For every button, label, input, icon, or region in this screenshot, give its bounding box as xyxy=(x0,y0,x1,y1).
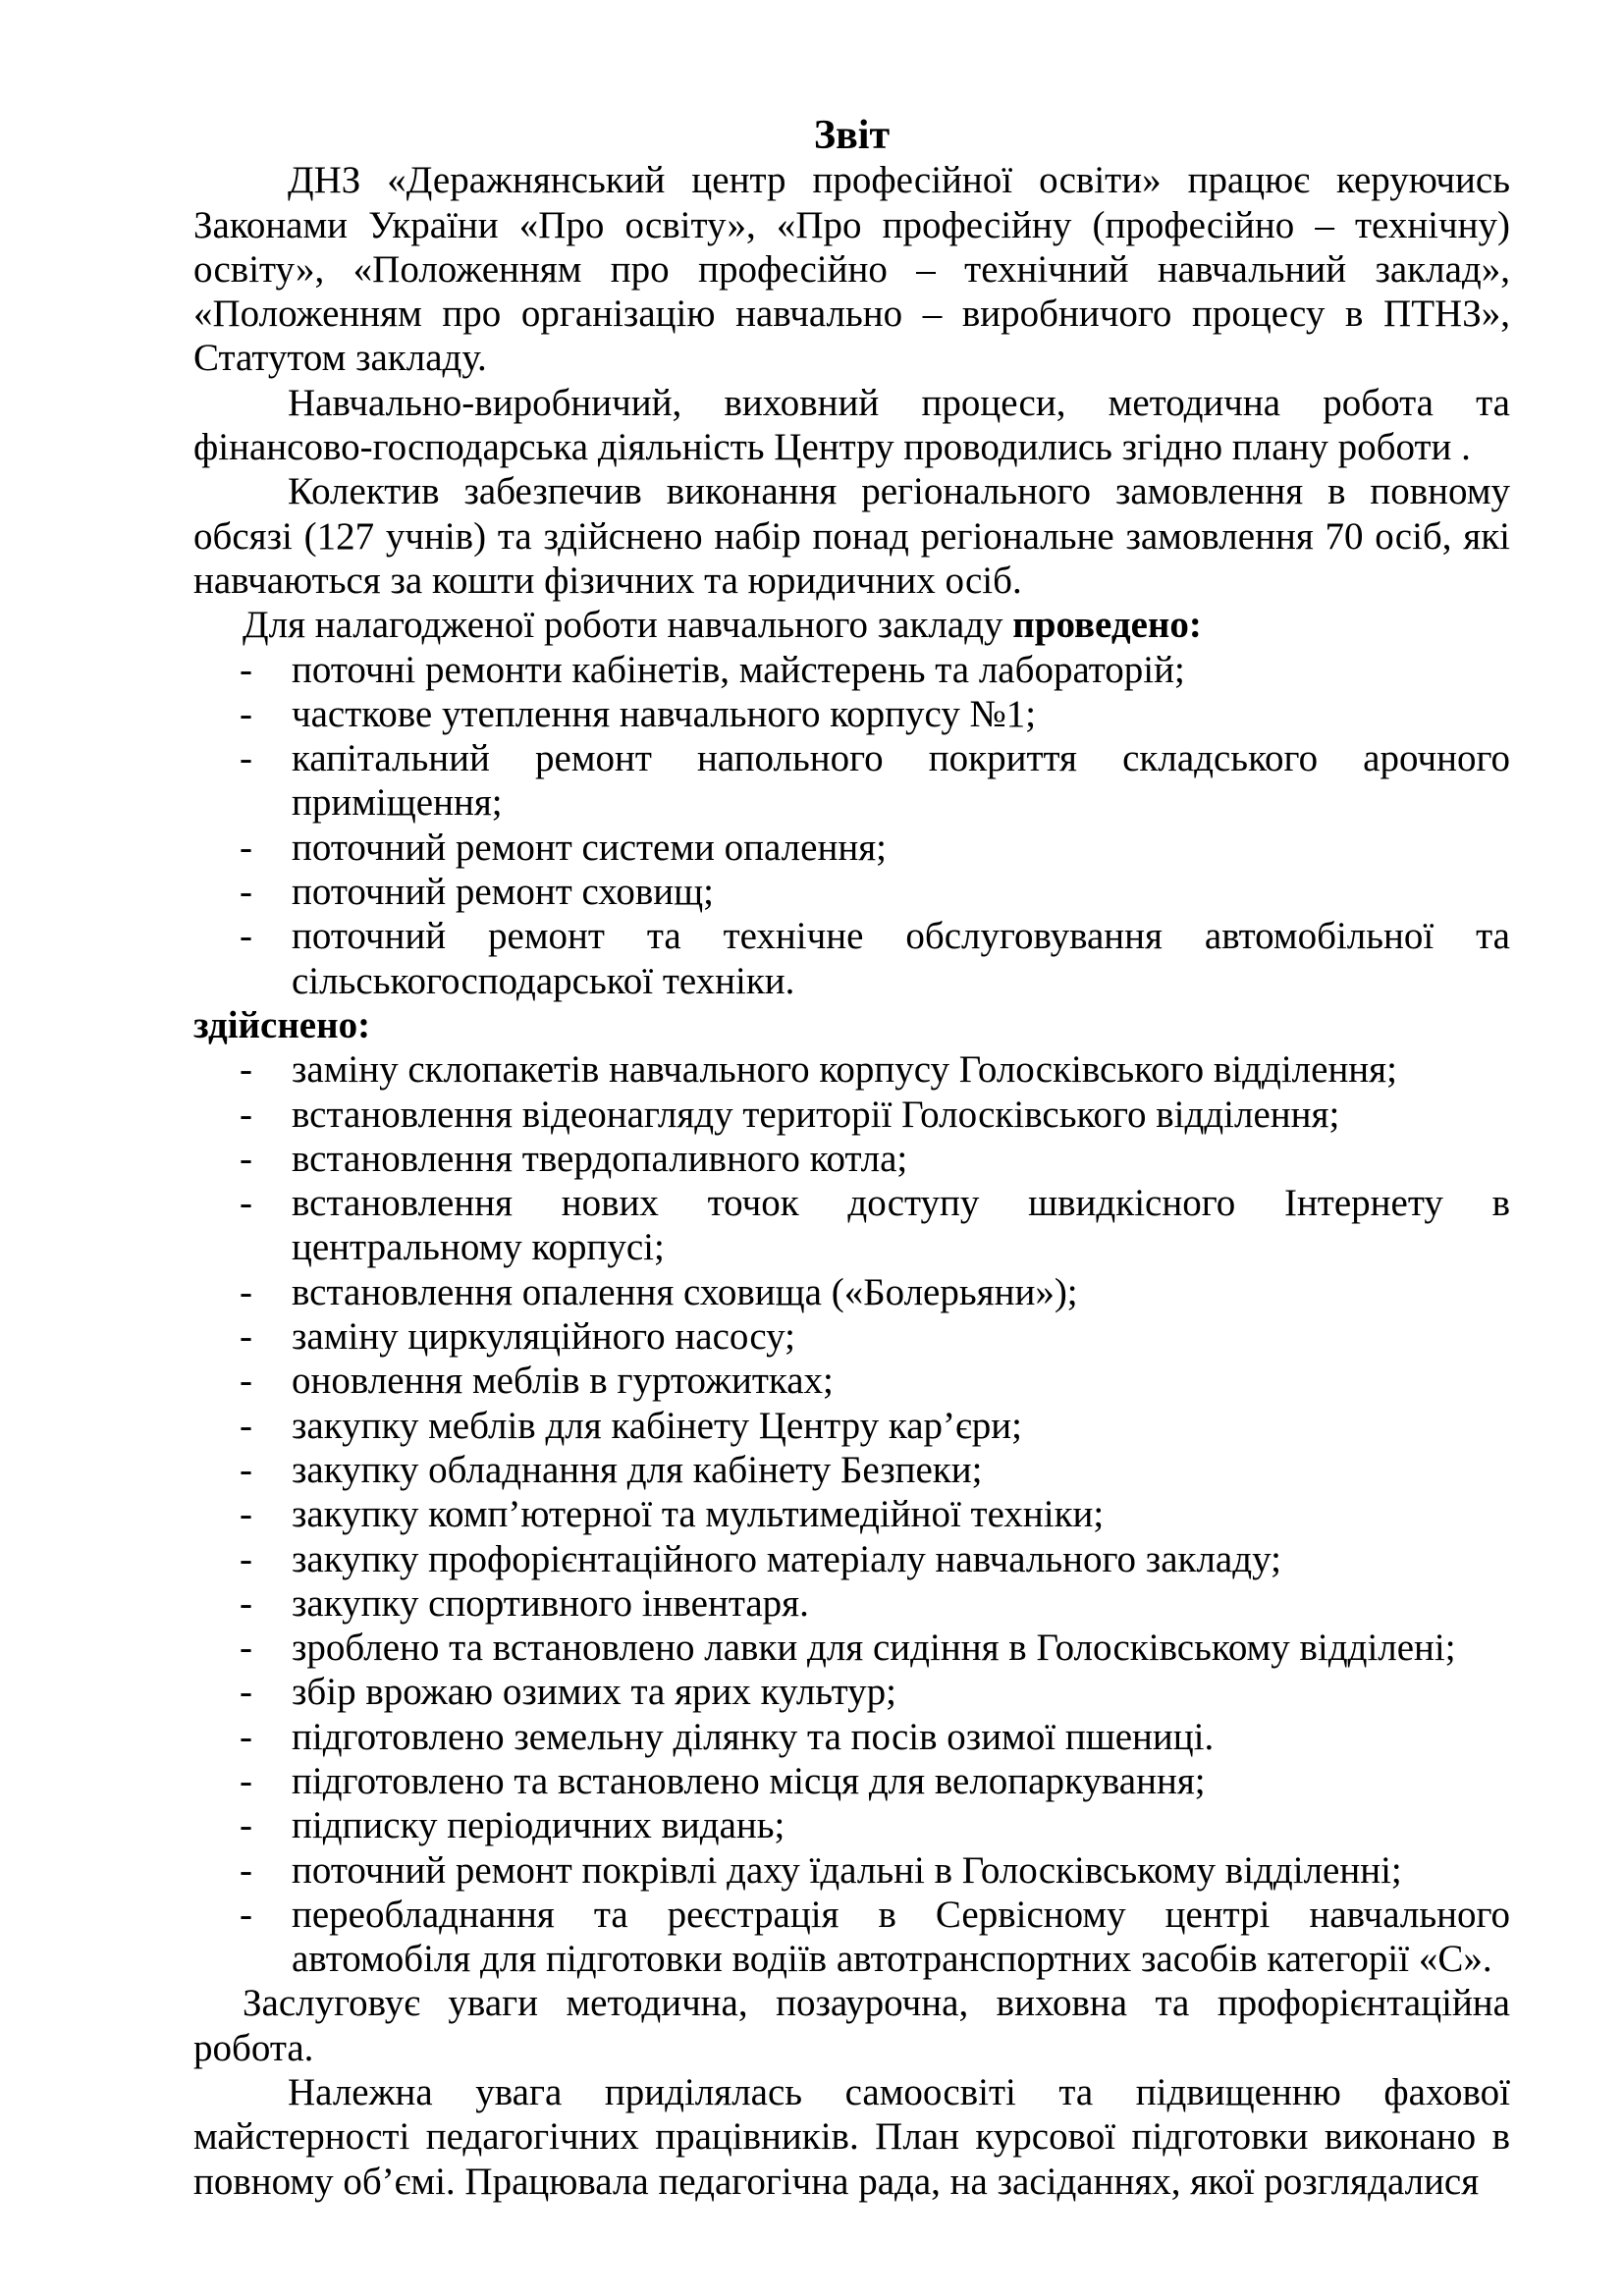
list-dash-marker: - xyxy=(240,1048,252,1092)
list-dash-marker: - xyxy=(240,1182,252,1225)
list-item xyxy=(193,870,1510,914)
list-item-text: підготовлено та встановлено місця для велопаркування; xyxy=(292,1759,1206,1802)
paragraph-text: Заслуговує уваги методична, позаурочна, виховна та профорієнтаційна робота. xyxy=(193,1982,1510,2069)
list-dash-marker: - xyxy=(240,915,252,958)
list-item xyxy=(193,914,1510,1003)
section-heading: здійснено: xyxy=(193,1003,371,1046)
list-dash-marker: - xyxy=(240,1448,252,1491)
paragraph xyxy=(193,2070,1510,2204)
list-dash-marker: - xyxy=(240,1715,252,1758)
list-item-text: поточний ремонт та технічне обслуговування автомобільної та сільськогосподарської техніки. xyxy=(292,915,1510,1002)
list-item xyxy=(193,692,1510,736)
paragraph-text: ДНЗ «Деражнянський центр професійної освіти» працює керуючись Законами України «Про освіту», «Про професійну (професійно – технічну) освіту», «Положенням про професійно – технічний навчальний заклад», «Положенням про організацію навчально – виробничого процесу в ПТНЗ», Статутом закладу. xyxy=(193,159,1510,380)
paragraph-text: Належна увага приділялась самоосвіті та підвищенню фахової майстерності педагогічних працівників. План курсової підготовки виконано в повному об’ємі. Працювала педагогічна рада, на засіданнях, якої розглядалися xyxy=(193,2071,1510,2203)
paragraph xyxy=(193,469,1510,603)
list-item-text: встановлення твердопаливного котла; xyxy=(292,1137,908,1180)
list-item xyxy=(193,1270,1510,1314)
list-item xyxy=(193,1137,1510,1181)
list-item-text: поточні ремонти кабінетів, майстерень та лабораторій; xyxy=(292,648,1185,691)
paragraph xyxy=(193,1981,1510,2070)
list-dash-marker: - xyxy=(240,648,252,691)
list-item xyxy=(193,1715,1510,1759)
list-item xyxy=(193,1893,1510,1982)
paragraph xyxy=(193,381,1510,470)
paragraph-text: Навчально-виробничий, виховний процеси, методична робота та фінансово-господарська діяльність Центру проводились згідно плану роботи . xyxy=(193,381,1510,469)
list-dash-marker: - xyxy=(240,1848,252,1892)
paragraph xyxy=(193,603,1510,647)
list-item-text: заміну склопакетів навчального корпусу Голосківського відділення; xyxy=(292,1048,1397,1092)
list-item-text: закупку спортивного інвентаря. xyxy=(292,1581,809,1625)
list-dash-marker: - xyxy=(240,1360,252,1403)
list-dash-marker: - xyxy=(240,1804,252,1847)
list-item-text: капітальний ремонт напольного покриття складського арочного приміщення; xyxy=(292,737,1510,825)
list-item xyxy=(193,1093,1510,1137)
list-item xyxy=(193,1848,1510,1893)
paragraph-bold-text: проведено: xyxy=(1012,604,1202,647)
list-item xyxy=(193,1626,1510,1670)
list-item xyxy=(193,1537,1510,1581)
list-dash-marker: - xyxy=(240,826,252,869)
list-dash-marker: - xyxy=(240,1315,252,1359)
list-item-text: часткове утеплення навчального корпусу №1; xyxy=(292,692,1037,735)
list-item xyxy=(193,1492,1510,1536)
list-item xyxy=(193,736,1510,826)
list-item xyxy=(193,648,1510,692)
list-item-text: підписку періодичних видань; xyxy=(292,1804,785,1847)
list-item xyxy=(193,1181,1510,1270)
list-item-text: закупку меблів для кабінету Центру кар’єри; xyxy=(292,1404,1022,1447)
list-item xyxy=(193,1047,1510,1092)
list-item-text: збір врожаю озимих та ярих культур; xyxy=(292,1671,896,1714)
list-item xyxy=(193,826,1510,870)
list-item-text: поточний ремонт сховищ; xyxy=(292,871,714,914)
list-item-text: переобладнання та реєстрація в Сервісному центрі навчального автомобіля для підготовки водіїв автотранспортних засобів категорії «С». xyxy=(292,1893,1510,1981)
list-item-text: підготовлено земельну ділянку та посів озимої пшениці. xyxy=(292,1715,1215,1758)
list-item xyxy=(193,1404,1510,1448)
list-item-text: встановлення опалення сховища («Болерьяни»); xyxy=(292,1270,1078,1313)
list-item-text: закупку комп’ютерної та мультимедійної техніки; xyxy=(292,1493,1105,1536)
list-item-text: оновлення меблів в гуртожитках; xyxy=(292,1360,834,1403)
list-item xyxy=(193,1670,1510,1714)
list-dash-marker: - xyxy=(240,1493,252,1536)
list-dash-marker: - xyxy=(240,1537,252,1580)
list-dash-marker: - xyxy=(240,1270,252,1313)
list-item-text: закупку обладнання для кабінету Безпеки; xyxy=(292,1448,983,1491)
list-item xyxy=(193,1581,1510,1626)
document-body xyxy=(193,114,1510,2204)
list-item-text: поточний ремонт покрівлі даху їдальні в Голосківському відділенні; xyxy=(292,1848,1402,1892)
list-item xyxy=(193,1359,1510,1403)
list-dash-marker: - xyxy=(240,1093,252,1136)
list-dash-marker: - xyxy=(240,1671,252,1714)
paragraph-text: Для налагодженої роботи навчального закладу xyxy=(243,604,1013,647)
list-item xyxy=(193,1803,1510,1847)
document-title: Звіт xyxy=(813,113,891,158)
list-dash-marker: - xyxy=(240,1759,252,1802)
list-dash-marker: - xyxy=(240,1893,252,1936)
list-item-text: встановлення відеонагляду території Голосківського відділення; xyxy=(292,1093,1340,1136)
paragraph-text: Колектив забезпечив виконання регіонального замовлення в повному обсязі (127 учнів) та здійснено набір понад регіональне замовлення 70 осіб, які навчаються за кошти фізичних та юридичних осіб. xyxy=(193,470,1510,602)
paragraph xyxy=(193,158,1510,380)
list-dash-marker: - xyxy=(240,1137,252,1180)
list-item-text: встановлення нових точок доступу швидкісного Інтернету в центральному корпусі; xyxy=(292,1182,1510,1269)
list-item-text: закупку профорієнтаційного матеріалу навчального закладу; xyxy=(292,1537,1281,1580)
list-dash-marker: - xyxy=(240,1581,252,1625)
list-item-text: поточний ремонт системи опалення; xyxy=(292,826,887,869)
list-item xyxy=(193,1314,1510,1359)
list-item xyxy=(193,1448,1510,1492)
list-dash-marker: - xyxy=(240,1404,252,1447)
list-dash-marker: - xyxy=(240,1627,252,1670)
list-item xyxy=(193,1759,1510,1803)
list-item-text: зроблено та встановлено лавки для сидіння в Голосківському відділені; xyxy=(292,1627,1456,1670)
list-dash-marker: - xyxy=(240,737,252,780)
list-dash-marker: - xyxy=(240,871,252,914)
list-item-text: заміну циркуляційного насосу; xyxy=(292,1315,795,1359)
list-dash-marker: - xyxy=(240,692,252,735)
